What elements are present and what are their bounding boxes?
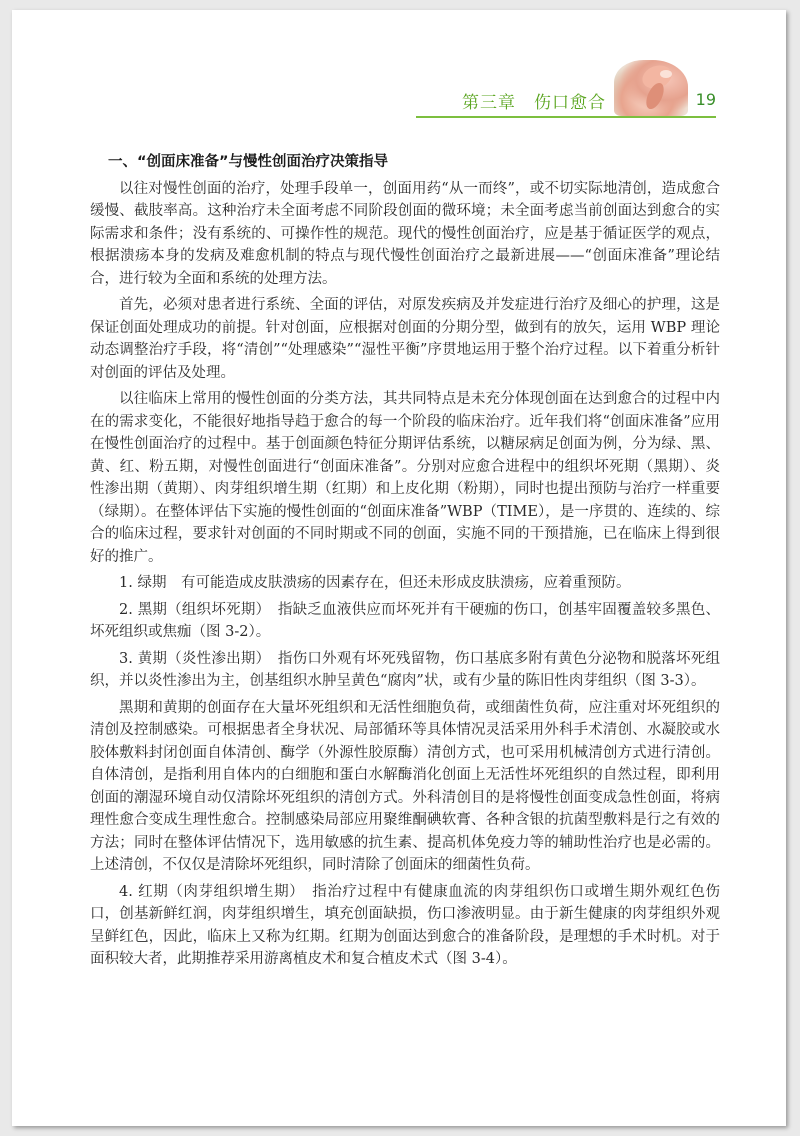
page-body [90, 151, 720, 975]
chapter-title: 第三章 伤口愈合 [462, 93, 606, 113]
section-heading: 一、“创面床准备”与慢性创面治疗决策指导 [108, 154, 389, 170]
nail-shape [660, 70, 672, 78]
page-header [416, 80, 716, 116]
paragraph: 首先，必须对患者进行系统、全面的评估，对原发疾病及并发症进行治疗及细心的护理，这是保证创面处理成功的前提。针对创面，应根据对创面的分期分型，做到有的放矢，运用 WBP 理论动态调整治疗手段，将“清创”“处理感染”“湿性平衡”序贯地运用于整个治疗过程。以下着重分析针对创面的评估及处理。 [90, 297, 720, 381]
header-divider [416, 116, 716, 118]
header-photo-icon [614, 60, 688, 116]
paragraph: 3. 黄期（炎性渗出期） 指伤口外观有坏死残留物，伤口基底多附有黄色分泌物和脱落坏死组织，并以炎性渗出为主，创基组织水肿呈黄色“腐肉”状，或有少量的陈旧性肉芽组织（图 3-3）。 [90, 650, 720, 689]
paragraph: 黑期和黄期的创面存在大量坏死组织和无活性细胞负荷，或细菌性负荷，应注重对坏死组织的清创及控制感染。可根据患者全身状况、局部循环等具体情况灵活采用外科手术清创、水凝胶或水胶体敷料封闭创面自体清创、酶学（外源性胶原酶）清创方式，也可采用机械清创方式进行清创。自体清创，是指利用自体内的白细胞和蛋白水解酶消化创面上无活性坏死组织的自然过程，即利用创面的潮湿环境自动仅清除坏死组织的清创方式。外科清创目的是将慢性创面变成急性创面，将病理性愈合变成生理性愈合。控制感染局部应用聚维酮碘软膏、各种含银的抗菌型敷料是行之有效的方法；同时在整体评估情况下，选用敏感的抗生素、提高机体免疫力等的辅助性治疗也是必需的。上述清创，不仅仅是清除坏死组织，同时清除了创面床的细菌性负荷。 [90, 699, 720, 873]
paragraph: 2. 黑期（组织坏死期） 指缺乏血液供应而坏死并有干硬痂的伤口，创基牢固覆盖较多黑色、坏死组织或焦痂（图 3-2）。 [90, 601, 720, 640]
paragraph: 1. 绿期 有可能造成皮肤溃疡的因素存在，但还未形成皮肤溃疡，应着重预防。 [119, 575, 631, 591]
page-number: 19 [695, 90, 716, 109]
paragraph: 4. 红期（肉芽组织增生期） 指治疗过程中有健康血流的肉芽组织伤口或增生期外观红色伤口，创基新鲜红润，肉芽组织增生，填充创面缺损，伤口渗液明显。由于新生健康的肉芽组织外观呈鲜红色，因此，临床上又称为红期。红期为创面达到愈合的准备阶段，是理想的手术时机。对于面积较大者，此期推荐采用游离植皮术和复合植皮术式（图 3-4）。 [90, 883, 720, 967]
book-page [12, 10, 786, 1126]
paragraph: 以往临床上常用的慢性创面的分类方法，其共同特点是未充分体现创面在达到愈合的过程中内在的需求变化，不能很好地指导趋于愈合的每一个阶段的临床治疗。近年我们将“创面床准备”应用在慢性创面治疗的过程中。基于创面颜色特征分期评估系统，以糖尿病足创面为例，分为绿、黑、黄、红、粉五期，对慢性创面进行“创面床准备”。分别对应愈合进程中的组织坏死期（黑期）、炎性渗出期（黄期）、肉芽组织增生期（红期）和上皮化期（粉期），同时也提出预防与治疗一样重要（绿期）。在整体评估下实施的慢性创面的“创面床准备”WBP（TIME），是一序贯的、连续的、综合的临床过程，要求针对创面的不同时期或不同的创面，实施不同的干预措施，已在临床上得到很好的推广。 [90, 391, 720, 565]
paragraph: 以往对慢性创面的治疗，处理手段单一，创面用药“从一而终”，或不切实际地清创，造成愈合缓慢、截肢率高。这种治疗未全面考虑不同阶段创面的微环境；未全面考虑当前创面达到愈合的实际需求和条件；没有系统的、可操作性的规范。现代的慢性创面治疗，应是基于循证医学的观点，根据溃疡本身的发病及难愈机制的特点与现代慢性创面治疗之最新进展——“创面床准备”理论结合，进行较为全面和系统的处理方法。 [90, 180, 720, 287]
